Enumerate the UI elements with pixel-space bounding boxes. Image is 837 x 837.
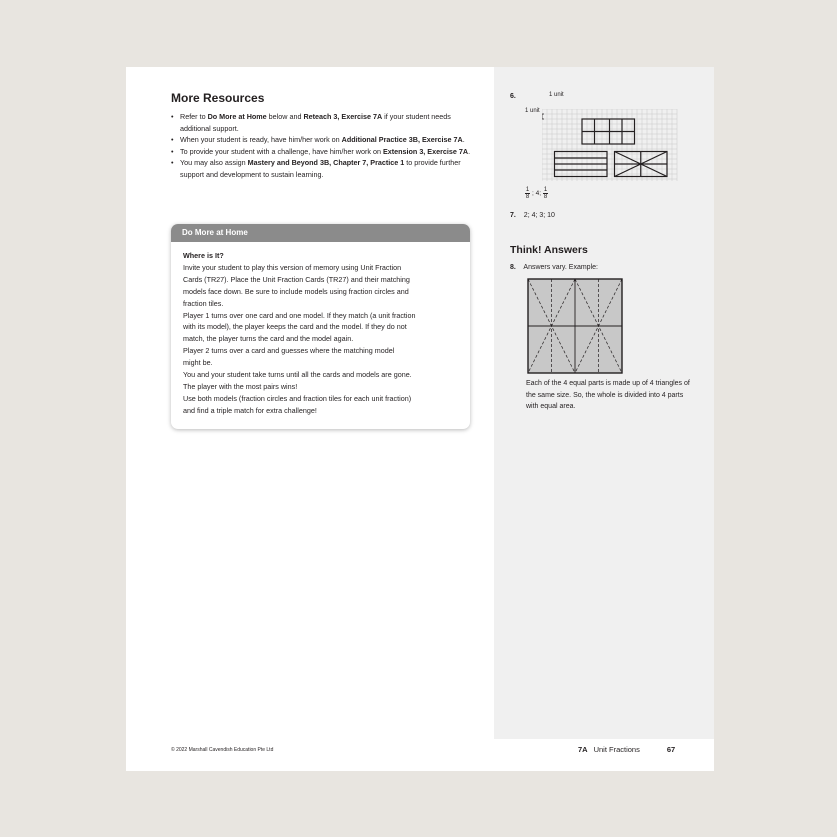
page-number: 67 [666, 745, 676, 754]
unit-label-top: 1 unit [549, 92, 564, 98]
shape-rectangle-bottom-right [615, 152, 668, 177]
do-more-at-home-header: Do More at Home [171, 224, 470, 242]
instruction-line: models face down. Be sure to include models using fraction circles and [183, 286, 409, 296]
question-6-number: 6. [510, 93, 516, 100]
resource-item: • Refer to Do More at Home below and Reteach 3, Exercise 7A if your student needs additional support. [171, 111, 471, 134]
resource-item: • You may also assign Mastery and Beyond 3B, Chapter 7, Practice 1 to provide further support and development to sustain learning. [171, 157, 471, 180]
instruction-line: might be. [183, 358, 213, 368]
do-more-at-home-box [171, 224, 470, 429]
chapter-number: 7A [578, 745, 588, 754]
footer-page-info [578, 745, 675, 754]
square-divided-diagram [527, 278, 623, 374]
shape-rectangle-top [582, 119, 635, 144]
instruction-line: Player 2 turns over a card and guesses where the matching model [183, 346, 395, 356]
copyright: © 2022 Marshall Cavendish Education Pte Ltd [171, 747, 274, 753]
do-more-at-home-body [171, 242, 470, 417]
denominator: 8 [525, 194, 530, 200]
instruction-line: The player with the most pairs wins! [183, 381, 298, 391]
question-8-answer: Answers vary. Example: [523, 264, 598, 271]
instruction-line: match, the player turns the card and the model again. [183, 334, 354, 344]
instruction-line: fraction tiles. [183, 298, 224, 308]
shape-rectangle-bottom-left [555, 152, 608, 177]
instruction-line: and find a triple match for extra challenge! [183, 405, 317, 415]
question-8 [510, 264, 598, 271]
activity-title: Where is It? [183, 251, 224, 260]
more-resources-list [171, 111, 471, 180]
unit-label-left: 1 unit [525, 108, 540, 114]
more-resources-heading: More Resources [171, 91, 265, 105]
instruction-line: Cards (TR27). Place the Unit Fraction Cards (TR27) and their matching [183, 274, 410, 284]
question-6-answer [525, 187, 548, 200]
resource-item: • To provide your student with a challenge, have him/her work on Extension 3, Exercise 7A. [171, 146, 471, 158]
instruction-line: with its model), the player keeps the card and the model. If they do not [183, 322, 407, 332]
answers-column [494, 67, 714, 739]
numerator: 1 [543, 187, 548, 193]
activity-instructions [183, 262, 458, 417]
question-8-number: 8. [510, 264, 516, 271]
denominator: 8 [543, 194, 548, 200]
fraction-separator: ; 4; [532, 190, 542, 197]
numerator: 1 [525, 187, 530, 193]
grid-diagram [542, 109, 684, 184]
instruction-line: Use both models (fraction circles and fraction tiles for each unit fraction) [183, 393, 412, 403]
instruction-line: You and your student take turns until all the cards and models are gone. [183, 370, 412, 380]
instruction-line: Invite your student to play this version of memory using Unit Fraction [183, 262, 402, 272]
fraction-one-eighth-a [525, 187, 530, 200]
worksheet-page [126, 67, 714, 771]
resource-item: • When your student is ready, have him/her work on Additional Practice 3B, Exercise 7A. [171, 134, 471, 146]
chapter-title: Unit Fractions [593, 745, 640, 754]
question-8-explanation: Each of the 4 equal parts is made up of 4 triangles of the same size. So, the whole is divided into 4 parts with equal area. [526, 380, 690, 410]
instruction-line: Player 1 turns over one card and one model. If they match (a unit fraction [183, 310, 416, 320]
fraction-one-eighth-b [543, 187, 548, 200]
question-7 [510, 212, 555, 219]
question-7-answer: 2; 4; 3; 10 [523, 212, 555, 219]
question-7-number: 7. [510, 212, 516, 219]
think-answers-heading: Think! Answers [510, 244, 588, 256]
